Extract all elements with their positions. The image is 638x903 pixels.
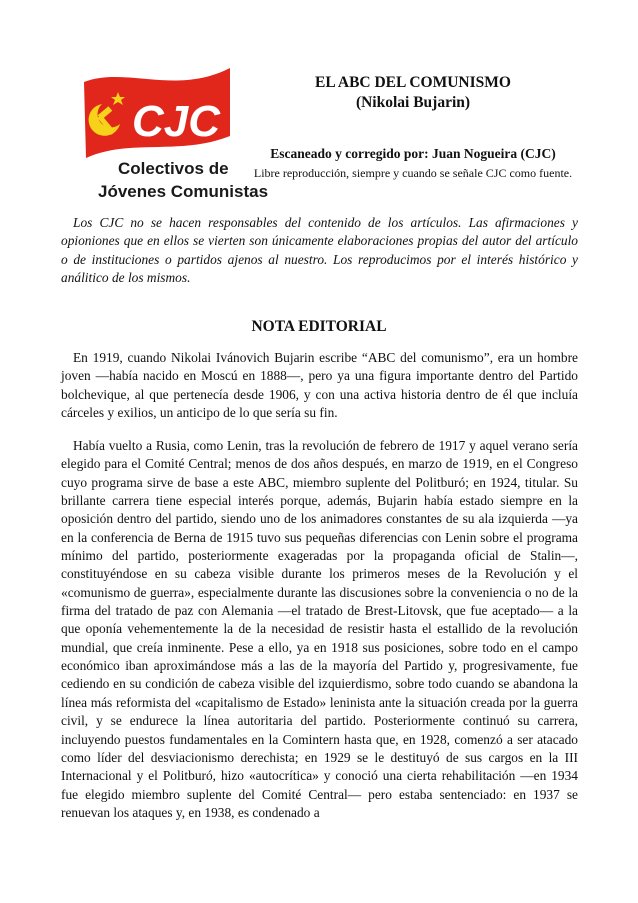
document-title: EL ABC DEL COMUNISMO [315,74,511,91]
document-header [228,74,598,181]
logo-line1: Colectivos de [118,159,229,178]
disclaimer-paragraph: Los CJC no se hacen responsables del contenido de los artículos. Las afirmaciones y opioniones que en ellos se vierten son únicamente elaboraciones propias del autor del artículo o de instituciones o partidos ajenos al nuestro. Los reproducimos por el interés histórico y análitico de los mismos. [61,215,578,285]
license-note: Libre reproducción, siempre y cuando se señale CJC como fuente. [253,166,573,180]
logo-line2: Jóvenes Comunistas [98,182,269,201]
logo-acronym: CJC [132,97,221,146]
section-title: NOTA EDITORIAL [251,318,387,335]
body-paragraph: En 1919, cuando Nikolai Ivánovich Bujarin escribe “ABC del comunismo”, era un hombre joven —había nacido en Moscú en 1888—, pero ya una figura importante dentro del Partido bolchevique, al que pertenecía desde 1906, y con una activa historia dentro de él que incluía cárceles y exilios, un anticipo de lo que sería su fin. [61,350,578,421]
body-paragraph: Había vuelto a Rusia, como Lenin, tras la revolución de febrero de 1917 y aquel verano sería elegido para el Comité Central; menos de dos años después, en marzo de 1919, en el Congreso cuyo programa sirve de base a este ABC, miembro suplente del Politburó; en 1924, titular. Su brillante carrera tiene especial interés porque, además, Bujarin había estado siempre en la oposición dentro del partido, siendo uno de los animadores constantes de su ala izquierda —ya en la conferencia de Berna de 1915 tuvo sus pequeñas diferencias con Lenin sobre el programa mínimo del partido, posteriormente exageradas por la propaganda oficial de Stalin—, constituyéndose en su cabeza visible durante los primeros meses de la Revolución y el «comunismo de guerra», especialmente durante las discusiones sobre la conveniencia o no de la firma del tratado de paz con Alemania —el tratado de Brest-Litovsk, que fue aceptado— a la que oponía vehementemente la de la necesidad de resistir hasta el estallido de la revolución mundial, que creía inminente. Pese a ello, ya en 1918 sus posiciones, sobre todo en el campo económico iban aproximándose más a las de la mayoría del Partido y, progresivamente, fue cediendo en su condición de cabeza visible del izquierdismo, sobre todo cuando se abandona la línea más reformista del «capitalismo de Estado» leninista ante la situación creada por la guerra civil, y se endurece la línea autoritaria del partido. Posteriormente continuó su carrera, incluyendo puestos fundamentales en la Comintern hasta que, en 1928, comenzó a ser atacado como líder del desviacionismo derechista; en 1929 se le destituyó de sus cargos en la III Internacional y el Politburó, hizo «autocrítica» y conoció una cierta rehabilitación —en 1934 fue elegido miembro suplente del Comité Central— pero estaba sentenciado: en 1937 se renuevan los ataques y, en 1938, es condenado a [61,438,578,820]
cjc-logo [80,56,269,206]
scan-credit: Escaneado y corregido por: Juan Nogueira (CJC) [270,146,556,161]
document-author: (Nikolai Bujarin) [355,94,471,111]
